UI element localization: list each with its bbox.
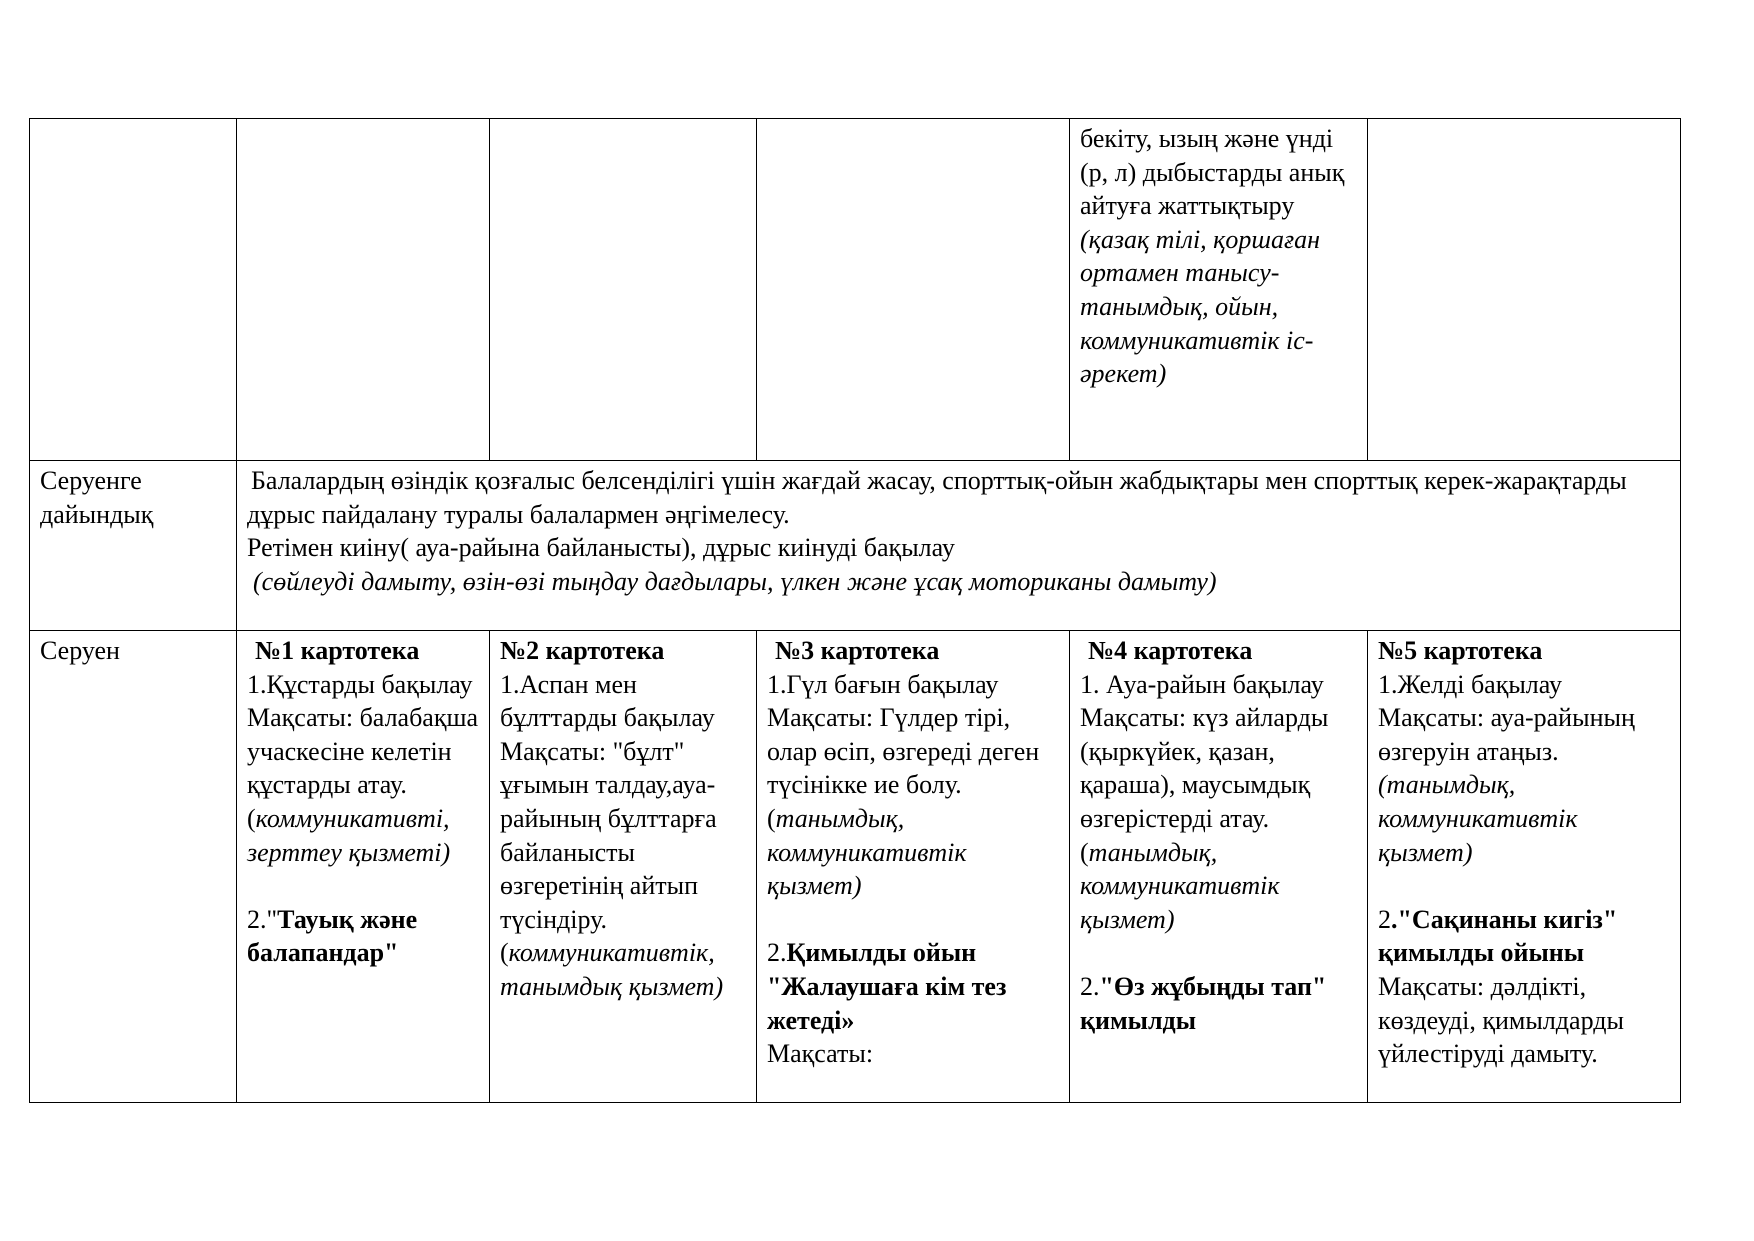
card-3-note: танымдық, коммуникативтік қызмет) [767,803,967,901]
card-5-observation: 1.Желді бақылау [1378,669,1563,699]
card-4-goal: Мақсаты: күз айларды (қыркүйек, қазан, қараша), маусымдық өзгерістерді атау. [1080,703,1329,833]
card-4-note: танымдық, коммуникативтік қызмет) [1080,837,1280,934]
cell-col5-text [1070,119,1368,461]
prep-text-1: Балалардың өзіндік қозғалыс белсенділігі үшін жағдай жасау, спорттық-ойын жабдықтары мен спорттық керек-жарақтарды дұрыс пайдалану туралы балалармен әңгімелесу. [247,466,1627,529]
cell-card-5: №5 картотека 1.Желді бақылау Мақсаты: ауа-райының өзгеруін атаңыз. (танымдық, коммуникативтік қызмет) 2."Сақинаны кигіз" қимылды ойыны Мақсаты: дәлдікті, көздеуді, қимылдарды үйлестіруді дамыту. [1368,631,1681,1103]
card-4-game: "Өз жұбыңды тап" қимылды [1080,971,1327,1035]
cell-walk-preparation [237,461,1681,631]
card-5-goal-2: Мақсаты: дәлдікті, көздеуді, қимылдарды үйлестіруді дамыту. [1378,971,1624,1069]
card-2-observation: 1.Аспан мен бұлттарды бақылау [500,669,715,733]
card-2-note: коммуникативтік, танымдық қызмет) [500,938,724,1001]
card-3-goal-2: Мақсаты: [767,1039,874,1069]
card-2-heading: №2 картотека [500,636,665,665]
card-1-heading: №1 картотека [255,636,420,665]
cell-card-2: №2 картотека 1.Аспан мен бұлттарды бақылау Мақсаты: "бұлт" ұғымын талдау,ауа-райының бұлттарға байланысты өзгеретінің айтып түсіндіру. (коммуникативтік, танымдық қызмет) [490,631,757,1103]
card-3-goal: Мақсаты: Гүлдер тірі, олар өсіп, өзгереді деген түсінікке ие болу. [767,703,1040,800]
table-row-continuation [30,119,1681,461]
table-row-walk-preparation [30,461,1681,631]
card-5-heading: №5 картотека [1378,636,1543,665]
card-3-game: Қимылды ойын "Жалаушаға кім тез жетеді» [767,938,1007,1035]
card-5-note: (танымдық, коммуникативтік қызмет) [1378,770,1578,867]
card-2-goal: Мақсаты: "бұлт" ұғымын талдау,ауа-райының бұлттарға байланысты өзгеретінің айтып түсіндіру. [500,736,717,934]
cell-empty-3 [757,119,1070,461]
cell-empty-1 [237,119,490,461]
card-3-heading: №3 картотека [775,636,940,665]
cell-card-1: №1 картотека 1.Құстарды бақылау Мақсаты: балабақша учаскесіне келетін құстарды атау. (коммуникативті, зерттеу қызметі) 2."Тауық және балапандар" [237,631,490,1103]
cell-empty-label [30,119,237,461]
cell-empty-2 [490,119,757,461]
card-1-note: коммуникативті, зерттеу қызметі) [247,803,451,867]
cell-card-3: №3 картотека 1.Гүл бағын бақылау Мақсаты: Гүлдер тірі, олар өсіп, өзгереді деген түсінікке ие болу. (танымдық, коммуникативтік қызмет) 2.Қимылды ойын "Жалаушаға кім тез жетеді» Мақсаты: [757,631,1070,1103]
card-5-goal: Мақсаты: ауа-райының өзгеруін атаңыз. [1378,703,1635,766]
card-5-game: ."Сақинаны кигіз" қимылды ойыны [1378,904,1618,968]
card-4-observation: 1. Ауа-райын бақылау [1080,669,1324,699]
col5-text: бекіту, ызың және үнді (р, л) дыбыстарды анық айтуға жаттықтыру [1080,124,1345,221]
row-label-walk-preparation: Серуенге дайындық [30,461,237,631]
card-1-game: Тауық және балапандар" [247,904,418,968]
prep-note: (сөйлеуді дамыту, өзін-өзі тыңдау дағдылары, үлкен және ұсақ моториканы дамыту) [253,566,1217,596]
row-label-walk: Серуен [30,631,237,1103]
col5-note: (қазақ тілі, қоршаған ортамен танысу-танымдық, ойын, коммуникативтік іс-әрекет) [1080,224,1321,389]
table-row-walk [30,631,1681,1103]
plan-table [29,118,1681,1103]
cell-card-4: №4 картотека 1. Ауа-райын бақылау Мақсаты: күз айларды (қыркүйек, қазан, қараша), маусымдық өзгерістерді атау. (танымдық, коммуникативтік қызмет) 2."Өз жұбыңды тап" қимылды [1070,631,1368,1103]
card-1-observation: 1.Құстарды бақылау [247,669,473,699]
card-4-heading: №4 картотека [1088,636,1253,665]
prep-text-2: Ретімен киіну( ауа-райына байланысты), дұрыс киінуді бақылау [247,533,955,563]
card-1-goal: Мақсаты: балабақша учаскесіне келетін құстарды атау. [247,703,479,800]
card-3-observation: 1.Гүл бағын бақылау [767,669,999,699]
cell-empty-5 [1368,119,1681,461]
